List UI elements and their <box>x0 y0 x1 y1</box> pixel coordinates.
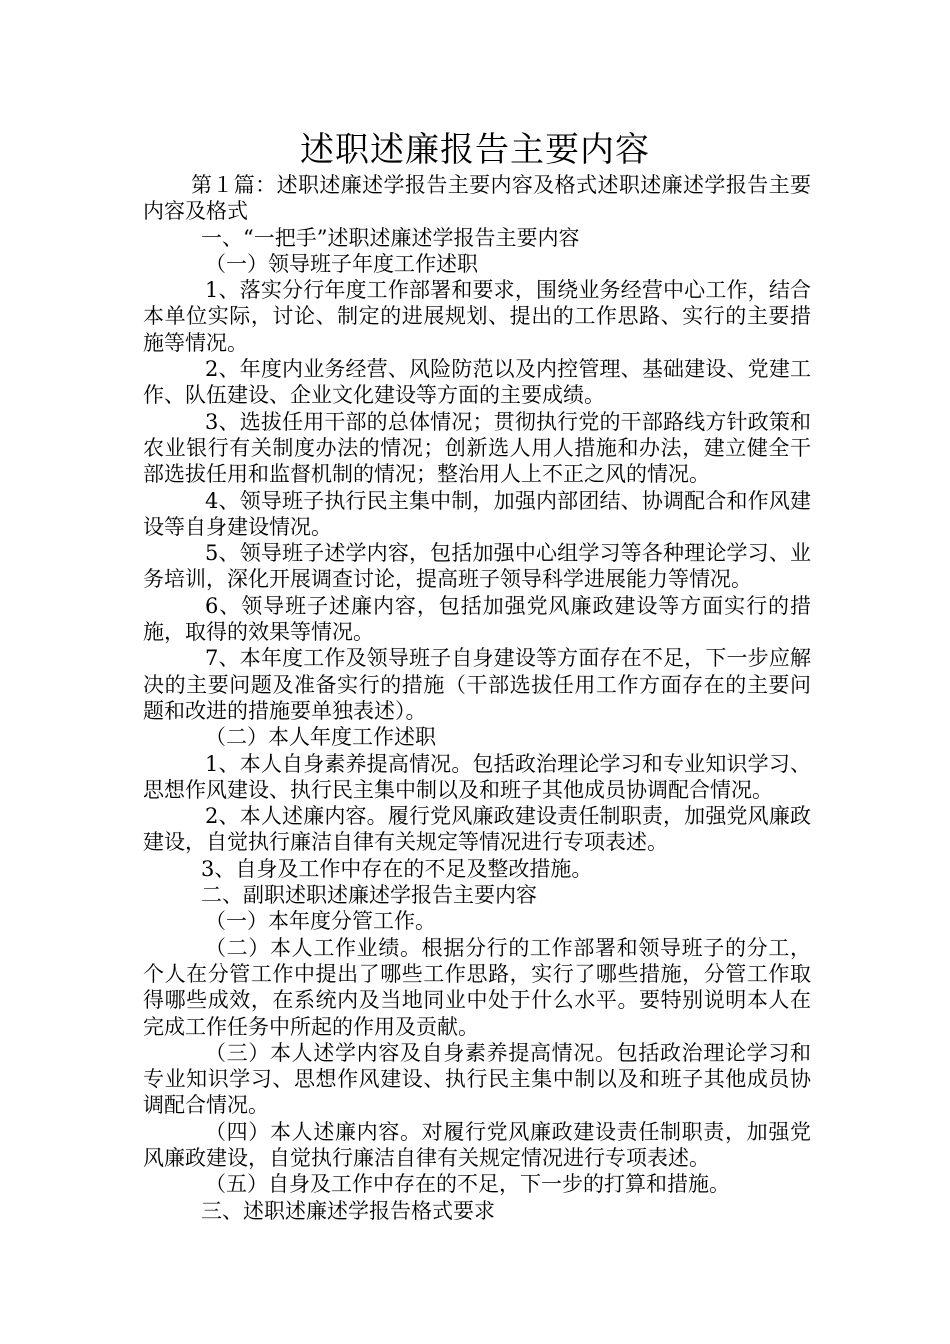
body-paragraph: 6、领导班子述廉内容，包括加强党风廉政建设等方面实行的措施，取得的效果等情况。 <box>143 593 811 645</box>
body-paragraph: 3、自身及工作中存在的不足及整改措施。 <box>201 856 593 881</box>
section-heading-1: 一、“一把手”述职述廉述学报告主要内容 <box>201 225 580 250</box>
section-heading-2: 二、副职述职述廉述学报告主要内容 <box>201 883 537 908</box>
subsection-heading: （一）本年度分管工作。 <box>205 909 436 934</box>
body-paragraph: 5、领导班子述学内容，包括加强中心组学习等各种理论学习、业务培训，深化开展调查讨论，提高班子领导科学进展能力等情况。 <box>143 541 811 592</box>
subsection-heading: （一）领导班子年度工作述职 <box>205 251 478 276</box>
body-paragraph: 2、年度内业务经营、风险防范以及内控管理、基础建设、党建工作、队伍建设、企业文化建设等方面的主要成绩。 <box>143 357 811 408</box>
body-paragraph: （四）本人述廉内容。对履行党风廉政建设责任制职责，加强党风廉政建设，自觉执行廉洁自律有关规定情况进行专项表述。 <box>143 1119 811 1170</box>
document-title: 述职述廉报告主要内容 <box>300 130 650 170</box>
body-paragraph: 3、选拔任用干部的总体情况；贯彻执行党的干部路线方针政策和农业银行有关制度办法的情况；创新选人用人措施和办法，建立健全干部选拔任用和监督机制的情况；整治用人上不正之风的情况。 <box>143 409 811 487</box>
document-body <box>143 172 811 1224</box>
body-paragraph: （五）自身及工作中存在的不足，下一步的打算和措施。 <box>205 1172 730 1197</box>
body-paragraph: 1、落实分行年度工作部署和要求，围绕业务经营中心工作，结合本单位实际，讨论、制定的进展规划、提出的工作思路、实行的主要措施等情况。 <box>143 278 811 355</box>
chapter-heading: 第１篇：述职述廉述学报告主要内容及格式述职述廉述学报告主要内容及格式 <box>143 173 811 224</box>
body-paragraph: 1、本人自身素养提高情况。包括政治理论学习和专业知识学习、思想作风建设、执行民主集中制以及和班子其他成员协调配合情况。 <box>143 751 811 802</box>
body-paragraph: 4、领导班子执行民主集中制，加强内部团结、协调配合和作风建设等自身建设情况。 <box>143 488 811 539</box>
body-paragraph: 2、本人述廉内容。履行党风廉政建设责任制职责，加强党风廉政建设，自觉执行廉洁自律有关规定等情况进行专项表述。 <box>143 804 811 855</box>
subsection-heading: （二）本人年度工作述职 <box>205 725 436 750</box>
body-paragraph: （二）本人工作业绩。根据分行的工作部署和领导班子的分工，个人在分管工作中提出了哪些工作思路，实行了哪些措施，分管工作取得哪些成效，在系统内及当地同业中处于什么水平。要特别说明本人在完成工作任务中所起的作用及贡献。 <box>143 935 811 1039</box>
body-paragraph: （三）本人述学内容及自身素养提高情况。包括政治理论学习和专业知识学习、思想作风建设、执行民主集中制以及和班子其他成员协调配合情况。 <box>143 1040 811 1118</box>
body-paragraph: 7、本年度工作及领导班子自身建设等方面存在不足，下一步应解决的主要问题及准备实行的措施（干部选拔任用工作方面存在的主要问题和改进的措施要单独表述）。 <box>143 646 811 723</box>
section-heading-3: 三、述职述廉述学报告格式要求 <box>201 1198 495 1223</box>
